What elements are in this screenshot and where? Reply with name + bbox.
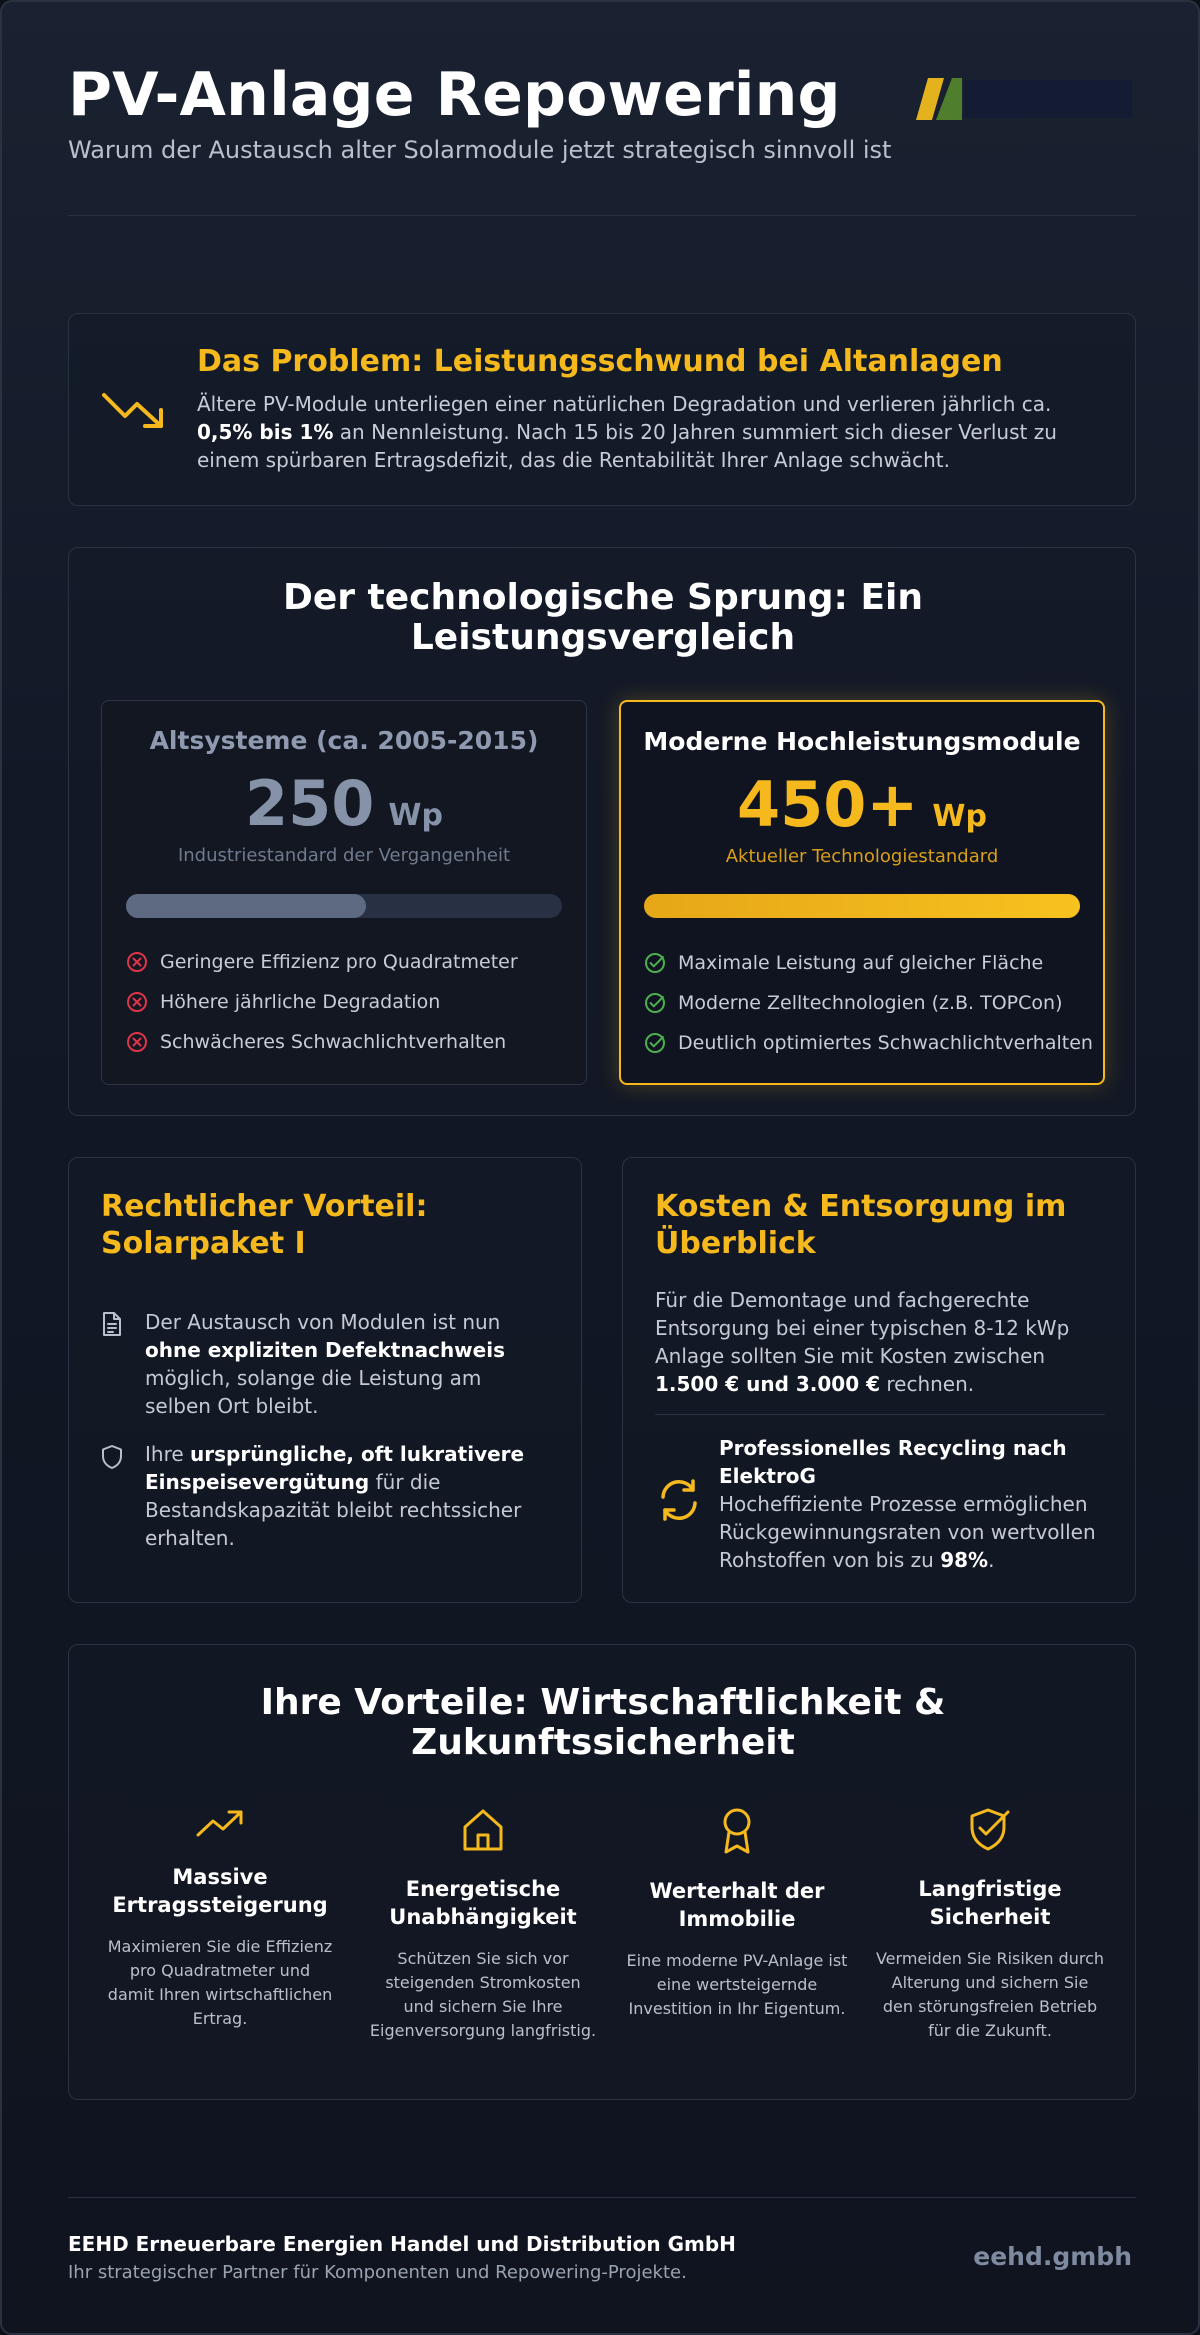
modern-modules-bar (644, 894, 1080, 918)
advantage-title: Langfristige Sicherheit (918, 1877, 1062, 1929)
old-systems-caption: Industriestandard der Vergangenheit (177, 845, 511, 866)
comparison-section (68, 547, 1136, 1116)
x-circle-icon (126, 1031, 148, 1053)
check-circle-icon (644, 992, 666, 1014)
advantage-title: Werterhalt der Immobilie (649, 1879, 825, 1931)
advantage-security (875, 1807, 1105, 2043)
old-systems-value: 250 Wp (245, 767, 443, 840)
page-subtitle: Warum der Austausch alter Solarmodule jetzt strategisch sinnvoll ist (68, 136, 892, 164)
modern-modules-bar-fill (644, 894, 1080, 918)
footer-divider (68, 2197, 1136, 2198)
advantages-section (68, 1644, 1136, 2100)
costs-text: Für die Demontage und fachgerechte Entsorgung bei einer typischen 8-12 kWp Anlage sollten Sie mit Kosten zwischen 1.500 € und 3.000 € rechnen. (655, 1288, 1070, 1396)
costs-divider (655, 1414, 1105, 1415)
modern-modules-value: 450+ Wp (737, 768, 987, 841)
document-icon (101, 1311, 123, 1337)
new-feature-2: Moderne Zelltechnologien (z.B. TOPCon) (644, 992, 1063, 1014)
trending-down-icon (101, 388, 167, 432)
new-feature-3: Deutlich optimiertes Schwachlichtverhalten (644, 1032, 1093, 1054)
new-feature-1: Maximale Leistung auf gleicher Fläche (644, 952, 1043, 974)
problem-text: Ältere PV-Module unterliegen einer natürlichen Degradation und verlieren jährlich ca. 0,5% bis 1% an Nennleistung. Nach 15 bis 20 Jahren summiert sich dieser Verlust zu einem spürbaren Ertragsdefizit, das die Rentabilität Ihrer Anlage schwächt. (197, 392, 1057, 472)
advantage-text: Maximieren Sie die Effizienz pro Quadratmeter und damit Ihren wirtschaftlichen Ertrag. (107, 1937, 333, 2028)
advantage-yield (105, 1807, 335, 2031)
old-systems-bar-fill (126, 894, 366, 918)
award-icon (719, 1807, 755, 1855)
legal-item-defect: Der Austausch von Modulen ist nun ohne expliziten Defektnachweis möglich, solange die Leistung am selben Ort bleibt. (145, 1310, 505, 1418)
comparison-title: Der technologische Sprung: Ein Leistungsvergleich (282, 577, 924, 658)
advantages-title: Ihre Vorteile: Wirtschaftlichkeit & Zukunftssicherheit (260, 1682, 946, 1763)
advantage-text: Vermeiden Sie Risiken durch Alterung und sichern Sie den störungsfreien Betrieb für die Zukunft. (875, 1949, 1105, 2040)
modern-modules-caption: Aktueller Technologiestandard (725, 846, 999, 867)
advantage-title: Energetische Unabhängigkeit (389, 1877, 577, 1929)
footer-website-link[interactable]: eehd.gmbh (973, 2242, 1132, 2271)
shield-icon (101, 1444, 123, 1470)
advantage-text: Schützen Sie sich vor steigenden Stromkosten und sichern Sie Ihre Eigenversorgung langfristig. (369, 1949, 597, 2040)
check-circle-icon (644, 952, 666, 974)
check-circle-icon (644, 1032, 666, 1054)
trending-up-icon (195, 1807, 245, 1841)
old-systems-card (101, 700, 587, 1085)
old-feature-1: Geringere Effizienz pro Quadratmeter (126, 951, 518, 973)
header-divider (68, 215, 1136, 216)
footer-tagline: Ihr strategischer Partner für Komponenten und Repowering-Projekte. (68, 2262, 687, 2283)
problem-title: Das Problem: Leistungsschwund bei Altanlagen (197, 344, 1003, 379)
advantage-independence (368, 1807, 598, 2043)
x-circle-icon (126, 951, 148, 973)
old-feature-3: Schwächeres Schwachlichtverhalten (126, 1031, 506, 1053)
recycling-title: Professionelles Recycling nach ElektroG (719, 1436, 1067, 1488)
old-systems-heading: Altsysteme (ca. 2005-2015) (149, 726, 539, 755)
old-systems-bar (126, 894, 562, 918)
company-logo (914, 76, 1134, 122)
page-title: PV-Anlage Repowering (68, 60, 841, 130)
old-feature-2: Höhere jährliche Degradation (126, 991, 440, 1013)
footer-company: EEHD Erneuerbare Energien Handel und Distribution GmbH (68, 2232, 736, 2256)
advantage-text: Eine moderne PV-Anlage ist eine wertsteigernde Investition in Ihr Eigentum. (626, 1951, 848, 2018)
modern-modules-heading: Moderne Hochleistungsmodule (643, 727, 1081, 756)
legal-title: Rechtlicher Vorteil: Solarpaket I (101, 1189, 428, 1261)
modern-modules-card (619, 700, 1105, 1085)
advantage-title: Massive Ertragssteigerung (112, 1865, 328, 1917)
recycling-text: Hocheffiziente Prozesse ermöglichen Rückgewinnungsraten von wertvollen Rohstoffen von bis zu 98%. (719, 1492, 1096, 1572)
problem-card (68, 313, 1136, 506)
x-circle-icon (126, 991, 148, 1013)
advantage-property-value (622, 1807, 852, 2021)
legal-item-feed-in: Ihre ursprüngliche, oft lukrativere Einspeisevergütung für die Bestandskapazität bleibt rechtssicher erhalten. (145, 1442, 525, 1550)
legal-card (68, 1157, 582, 1603)
home-icon (461, 1807, 505, 1853)
costs-title: Kosten & Entsorgung im Überblick (655, 1189, 1067, 1261)
costs-card (622, 1157, 1136, 1603)
shield-check-icon (968, 1807, 1012, 1853)
refresh-icon (655, 1478, 703, 1522)
